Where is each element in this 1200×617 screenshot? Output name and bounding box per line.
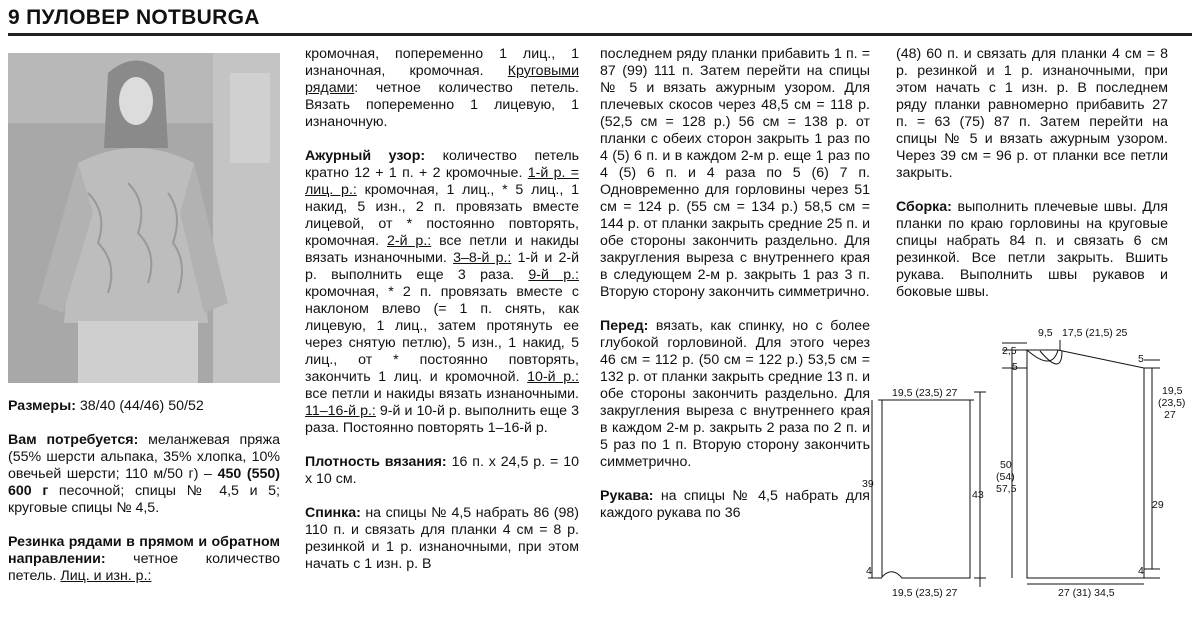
front-paragraph	[600, 318, 870, 471]
dim-shoulder-slope: 5	[1138, 353, 1144, 365]
density-label: Плотность вязания:	[305, 454, 447, 470]
row-1-label: 1-й р. = лиц. р.:	[305, 165, 579, 198]
row-9-label: 9-й р.:	[528, 267, 580, 283]
dim-body-h1: 50	[1000, 459, 1012, 471]
body-outline	[1027, 350, 1144, 578]
dim-body-side: 29	[1152, 499, 1164, 511]
materials-label: Вам потребуется:	[8, 432, 139, 448]
rib-cont-text: кромочная, попеременно 1 лиц., 1 изнаночная, кромочная.	[305, 46, 579, 79]
back-label: Спинка:	[305, 505, 361, 521]
dim-armhole-3: 27	[1164, 409, 1176, 421]
dim-neck-front-depth: 5	[1012, 361, 1018, 373]
row-10-label: 10-й р.:	[527, 369, 579, 385]
assembly-paragraph	[896, 199, 1168, 301]
model-photo-illustration	[8, 53, 280, 383]
assembly-text: выполнить плечевые швы. Для планки по краю горловины на круговые спицы набрать 84 п. и связать 6 см резинкой. Все петли закрыть. Вшить рукава. Выполнить швы рукавов и боковые швы.	[896, 199, 1168, 300]
lace-text-5: кромочная, * 2 п. провязать вместе с наклоном влево (= 1 п. снять, как лицевую, 1 лиц., затем протянуть ее через снятую петлю), 5 изн., 1 накид, 5 лиц., от * постоянно повторять, закончить 1 лиц. и кромочной.	[305, 284, 579, 385]
back-paragraph	[305, 505, 579, 573]
dim-body-bottom: 27 (31) 34,5	[1058, 587, 1115, 599]
dim-sleeve-total: 43	[972, 489, 984, 501]
lace-text-3: все петли и накиды вязать изнаночными.	[305, 233, 579, 266]
rib-paragraph	[8, 534, 280, 585]
dim-neck-width: 9,5	[1038, 327, 1053, 339]
lace-label: Ажурный узор:	[305, 148, 426, 164]
lace-paragraph	[305, 148, 579, 437]
front-text: вязать, как спинку, но с более глубокой горловиной. Для этого через 46 см = 112 р. (50 см = 122 р.) 53,5 см = 132 р. от планки закрыть средние 13 п. и обе стороны закончить раздельно. Для закругления выреза с внутреннего края в каждом 2-м р. закрыть 2 раза по 2 п. и 5 раз по 1 п. Вторую сторону закончить симметрично.	[600, 318, 870, 470]
dim-sleeve-cuff: 4	[866, 565, 872, 577]
pattern-diagram	[862, 322, 1192, 612]
column-1	[8, 398, 280, 602]
sleeves-paragraph	[600, 488, 870, 522]
density-paragraph	[305, 454, 579, 488]
title-rule	[8, 33, 1192, 36]
row-3-8-label: 3–8-й р.:	[453, 250, 512, 266]
rib-rows-label: Лиц. и изн. р.:	[60, 568, 152, 584]
dim-armhole-1: 19,5	[1162, 385, 1183, 397]
rib-cont-text-2: : четное количество петель. Вязать попеременно 1 лицевую, 1 изнаночную.	[305, 80, 579, 130]
materials-text: меланжевая пряжа (55% шерсти альпака, 35% хлопка, 10% овечьей шерсти; 110 м/50 г) –	[8, 432, 280, 482]
dim-body-h2: (54)	[996, 471, 1015, 483]
dim-body-h3: 57,5	[996, 483, 1017, 495]
column-4	[896, 46, 1168, 318]
dim-sleeve-top: 19,5 (23,5) 27	[892, 387, 958, 399]
lace-text-7: 9-й и 10-й р. выполнить еще 3 раза. Постоянно повторять 1–16-й р.	[305, 403, 580, 436]
sizes-label: Размеры:	[8, 398, 76, 414]
lace-text-4: 1-й и 2-й р. выполнить еще 3 раза.	[305, 250, 579, 283]
row-11-16-label: 11–16-й р.:	[305, 403, 376, 419]
rib-text: четное количество петель.	[8, 551, 280, 584]
page-title: 9 ПУЛОВЕР NOTBURGA	[8, 6, 260, 29]
sizes-text: 38/40 (44/46) 50/52	[75, 398, 204, 414]
column-2	[305, 46, 579, 590]
dim-sleeve-height: 39	[862, 478, 874, 490]
materials-text-2: песочной; спицы № 4,5 и 5; круговые спицы № 4,5.	[8, 483, 281, 516]
sleeve-outline	[882, 400, 970, 578]
assembly-label: Сборка:	[896, 199, 952, 215]
lace-text-6: все петли и накиды вязать изнаночными.	[305, 386, 579, 402]
sleeves-continuation: (48) 60 п. и связать для планки 4 см = 8 р. резинкой и 1 р. изнаночными, при этом начать с 1 изн. р. В последнем ряду планки равномерно прибавить 27 п. = 63 (75) 87 п. Затем перейти на спицы № 5 и вязать ажурным узором. Через 39 см = 96 р. от планки все петли закрыть.	[896, 46, 1168, 181]
dim-body-rib: 4	[1138, 565, 1144, 577]
dim-shoulder-width: 17,5 (21,5) 25	[1062, 327, 1128, 339]
dim-armhole-2: (23,5)	[1158, 397, 1186, 409]
dim-sleeve-bottom: 19,5 (23,5) 27	[892, 587, 958, 599]
neck-curve	[1040, 351, 1062, 364]
model-photo	[8, 53, 280, 383]
front-label: Перед:	[600, 318, 649, 334]
circular-rows-label: Круговыми рядами	[305, 63, 579, 96]
rib-label: Резинка рядами в прямом и обратном направлении:	[8, 534, 280, 567]
row-2-label: 2-й р.:	[386, 233, 432, 249]
density-text: 16 п. x 24,5 р. = 10 x 10 см.	[305, 454, 580, 487]
materials-paragraph	[8, 432, 280, 517]
lace-text-2: кромочная, 1 лиц., * 5 лиц., 1 накид, 5 изн., 2 п. провязать вместе лицевой, от * постоянно повторять, кромочная.	[305, 182, 579, 249]
sleeves-text: на спицы № 4,5 набрать для каждого рукава по 36	[600, 488, 870, 521]
back-continuation: последнем ряду планки прибавить 1 п. = 87 (99) 111 п. Затем перейти на спицы № 5 и вязать ажурным узором. Для плечевых скосов через 48,5 см = 118 р. (52,5 см = 128 р.) 56 см = 138 р. от планки с обеих сторон закрыть 1 раз по 4 (5) 6 п. и в каждом 2-м р. еще 1 раз по 4 (5) 6 п. и 4 раза по 5 (6) 7 п. Одновременно для горловины через 51 см = 124 р. (55 см = 134 р.) 58,5 см = 144 р. от планки закрыть средние 25 п. и обе стороны закончить раздельно. Для закругления выреза с внутреннего края в следующем 2-м р. закрыть 1 раз 3 п. Вторую сторону закончить симметрично.	[600, 46, 870, 300]
sizes-paragraph	[8, 398, 280, 415]
sleeves-label: Рукава:	[600, 488, 654, 504]
back-text: на спицы № 4,5 набрать 86 (98) 110 п. и связать для планки 4 см = 8 р. резинкой и 1 р. изнаночными, при этом начать с 1 изн. р. В	[305, 505, 579, 572]
rib-continuation	[305, 46, 579, 131]
lace-text-1: количество петель кратно 12 + 1 п. + 2 кромочные.	[305, 148, 580, 181]
yarn-amount: 450 (550) 600 г	[8, 466, 280, 499]
dim-neck-back-depth: 2,5	[1002, 345, 1017, 357]
column-3	[600, 46, 870, 539]
